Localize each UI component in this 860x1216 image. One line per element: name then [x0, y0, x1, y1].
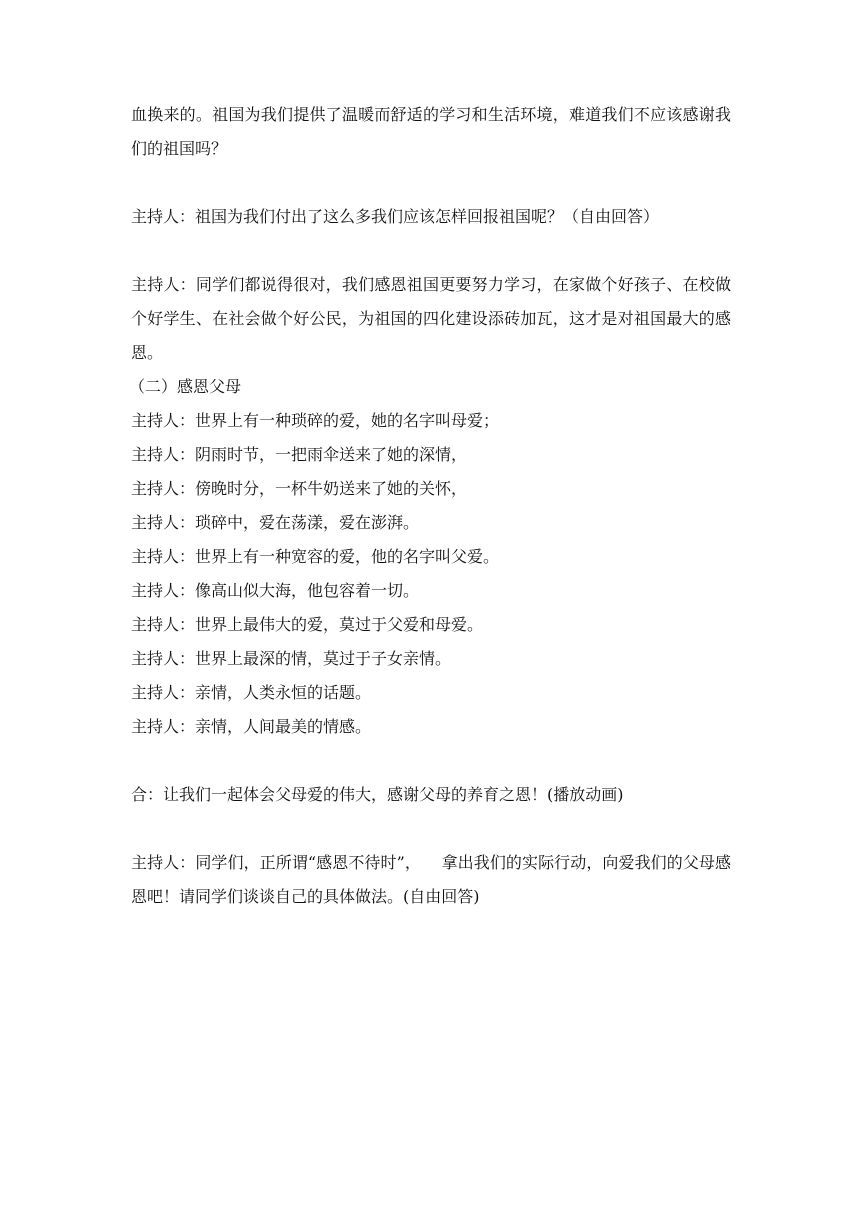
dialogue-line: 主持人：世界上最深的情，莫过于子女亲情。 [131, 649, 452, 668]
dialogue-group-mother-love [131, 404, 731, 540]
chorus-line: 合：让我们一起体会父母爱的伟大，感谢父母的养育之恩！(播放动画) [131, 785, 624, 804]
dialogue-line: 主持人：像高山似大海，他包容着一切。 [131, 581, 420, 600]
dialogue-line: 主持人：亲情，人间最美的情感。 [131, 717, 372, 736]
closing-paragraph: 主持人：同学们，正所谓“感恩不待时”， 拿出我们的实际行动，向爱我们的父母感恩吧！请同学们谈谈自己的具体做法。(自由回答) [131, 853, 731, 906]
document-body [131, 98, 731, 914]
section-heading: （二）感恩父母 [129, 377, 242, 396]
dialogue-line: 主持人：世界上有一种琐碎的爱，她的名字叫母爱； [131, 411, 500, 430]
dialogue-group-father-love [131, 540, 731, 608]
dialogue-line: 主持人：琐碎中，爱在荡漾，爱在澎湃。 [131, 513, 420, 532]
paragraph-gratitude-to-motherland: 主持人：同学们都说得很对，我们感恩祖国更要努力学习，在家做个好孩子、在校做个好学生、在社会做个好公民，为祖国的四化建设添砖加瓦，这才是对祖国最大的感恩。 [131, 275, 731, 362]
dialogue-line: 主持人：傍晚时分，一杯牛奶送来了她的关怀， [131, 479, 468, 498]
dialogue-group-family-love [131, 608, 731, 744]
dialogue-line: 主持人：亲情，人类永恒的话题。 [131, 683, 372, 702]
dialogue-line: 主持人：世界上有一种宽容的爱，他的名字叫父爱。 [131, 547, 500, 566]
paragraph-repay-motherland-question: 主持人：祖国为我们付出了这么多我们应该怎样回报祖国呢？（自由回答） [131, 207, 660, 226]
dialogue-line: 主持人：阴雨时节，一把雨伞送来了她的深情， [131, 445, 468, 464]
paragraph-motherland-environment: 血换来的。祖国为我们提供了温暖而舒适的学习和生活环境，难道我们不应该感谢我们的祖国吗？ [131, 105, 731, 158]
dialogue-line: 主持人：世界上最伟大的爱，莫过于父爱和母爱。 [131, 615, 484, 634]
